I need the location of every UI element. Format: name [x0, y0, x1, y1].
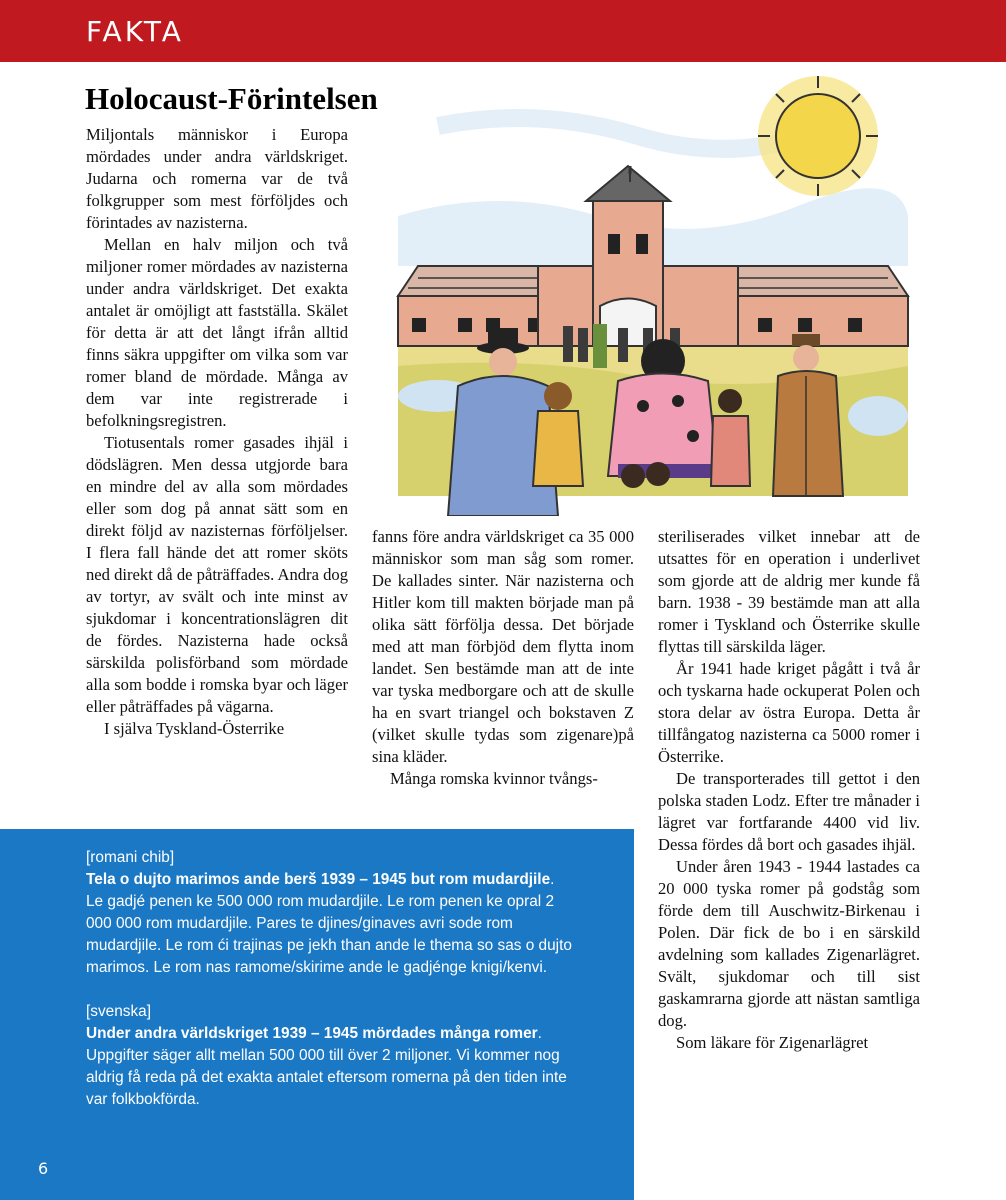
header-bar: [0, 0, 1006, 62]
romani-text: Le gadjé penen ke 500 000 rom mudardjile. Le rom penen ke opral 2 000 000 rom mudardjile. Pares te djines/ginaves avri sode rom mudardjile. Le rom ći trajinas pe jekh than ande le thema so sas o dujto marimos. Le rom nas ramome/skirime ande le gadjénge knigi/kenvi.: [86, 893, 572, 976]
svenska-heading: Under andra världskriget 1939 – 1945 mördades många romer: [86, 1025, 538, 1042]
text-column-2: [372, 526, 634, 790]
page-title: Holocaust-Förintelsen: [85, 81, 378, 116]
romani-summary: Tela o dujto marimos ande berš 1939 – 1945 but rom mudardjile. Le gadjé penen ke 500 000 rom mudardjile. Le rom penen ke opral 2 000 000 rom mudardjile. Pares te djines/ginaves avri sode rom mudardjile. Le rom ći trajinas pe jekh than ande le thema so sas o dujto marimos. Le rom nas ramome/skirime ande le gadjénge knigi/kenvi.: [86, 871, 572, 976]
camp-gate-illustration: [378, 66, 918, 516]
paragraph: Under åren 1943 - 1944 lastades ca 20 000 tyska romer på godståg som förde dem till Auschwitz-Birkenau i Polen. Där fick de bo i en särskild avdelning som kallades Zigenarlägret. Svält, sjukdomar och till sist gaskamrarna gjorde att nästan samtliga dog.: [658, 857, 920, 1030]
paragraph: fanns före andra världskriget ca 35 000 människor som man såg som romer. De kallades sinter. När nazisterna och Hitler kom till makten började man på olika sätt förfölja dessa. Det började med att man förbjöd dem flytta inom landet. Sen bestämde man att de inte var tyska medborgare och att de skulle ha en svart triangel och bokstaven Z (vilket skulle tydas som zigenare)på sina kläder.: [372, 527, 634, 766]
page-number: 6: [38, 1159, 49, 1178]
paragraph: I själva Tyskland-Österrike: [104, 719, 285, 738]
svenska-text: Uppgifter säger allt mellan 500 000 till över 2 miljoner. Vi kommer nog aldrig få reda på det exakta antalet eftersom romerna på den tiden inte var folkbokförda.: [86, 1047, 567, 1108]
romani-heading: Tela o dujto marimos ande berš 1939 – 1945 but rom mudardjile: [86, 871, 551, 888]
text-column-1: [86, 124, 348, 740]
text-column-3: [658, 526, 920, 1054]
paragraph: steriliserades vilket innebar att de utsattes för en operation i underlivet som gjorde att de aldrig mer kunde få barn. 1938 - 39 bestämde man att alla romer i Tyskland och Österrike skulle flyttas till särskilda läger.: [658, 527, 920, 656]
paragraph: Tiotusentals romer gasades ihjäl i dödslägren. Men dessa utgjorde bara en mindre del av alla som mördades eller som dog på annat sätt som en direkt följd av nazisternas förföljelser. I flera fall hände det att romer sköts ned direkt då de påträffades. Andra dog av tortyr, av svält och inte minst av sjukdomar i koncentrationslägren dit de fördes. Nazisterna hade också särskilda polisförband som mördade alla som bodde i romska byar och läger eller påträffades på vägarna.: [86, 433, 348, 716]
romani-lang-label: [romani chib]: [86, 849, 175, 866]
paragraph: Miljontals människor i Europa mördades under andra världskriget. Judarna och romerna var de två folkgrupper som mest förföljdes och förintades av nazisterna.: [86, 125, 348, 232]
section-label: FAKTA: [86, 15, 184, 48]
paragraph: Som läkare för Zigenarlägret: [676, 1033, 869, 1052]
paragraph: De transporterades till gettot i den polska staden Lodz. Efter tre månader i lägret var fortfarande 4400 vid liv. Dessa fördes då bort och gasades ihjäl.: [658, 769, 920, 854]
svenska-summary: Under andra världskriget 1939 – 1945 mördades många romer. Uppgifter säger allt mellan 500 000 till över 2 miljoner. Vi kommer nog aldrig få reda på det exakta antalet eftersom romerna på den tiden inte var folkbokförda.: [86, 1025, 567, 1108]
paragraph: År 1941 hade kriget pågått i två år och tyskarna hade ockuperat Polen och stora delar av östra Europa. Detta år tillfångatog nazisterna ca 5000 romer i Österrike.: [658, 659, 920, 766]
paragraph: Mellan en halv miljon och två miljoner romer mördades av nazisterna under andra världskriget. Det exakta antalet är omöjligt att fastställa. Skälet för detta är att det långt ifrån alltid finns säkra uppgifter om vilka som var romer bland de mördade. Många av dem var inte registrerade i befolkningsregistren.: [86, 235, 348, 430]
summary-box: [0, 829, 634, 1200]
svenska-lang-label: [svenska]: [86, 1003, 152, 1020]
paragraph: Många romska kvinnor tvångs-: [390, 769, 598, 788]
